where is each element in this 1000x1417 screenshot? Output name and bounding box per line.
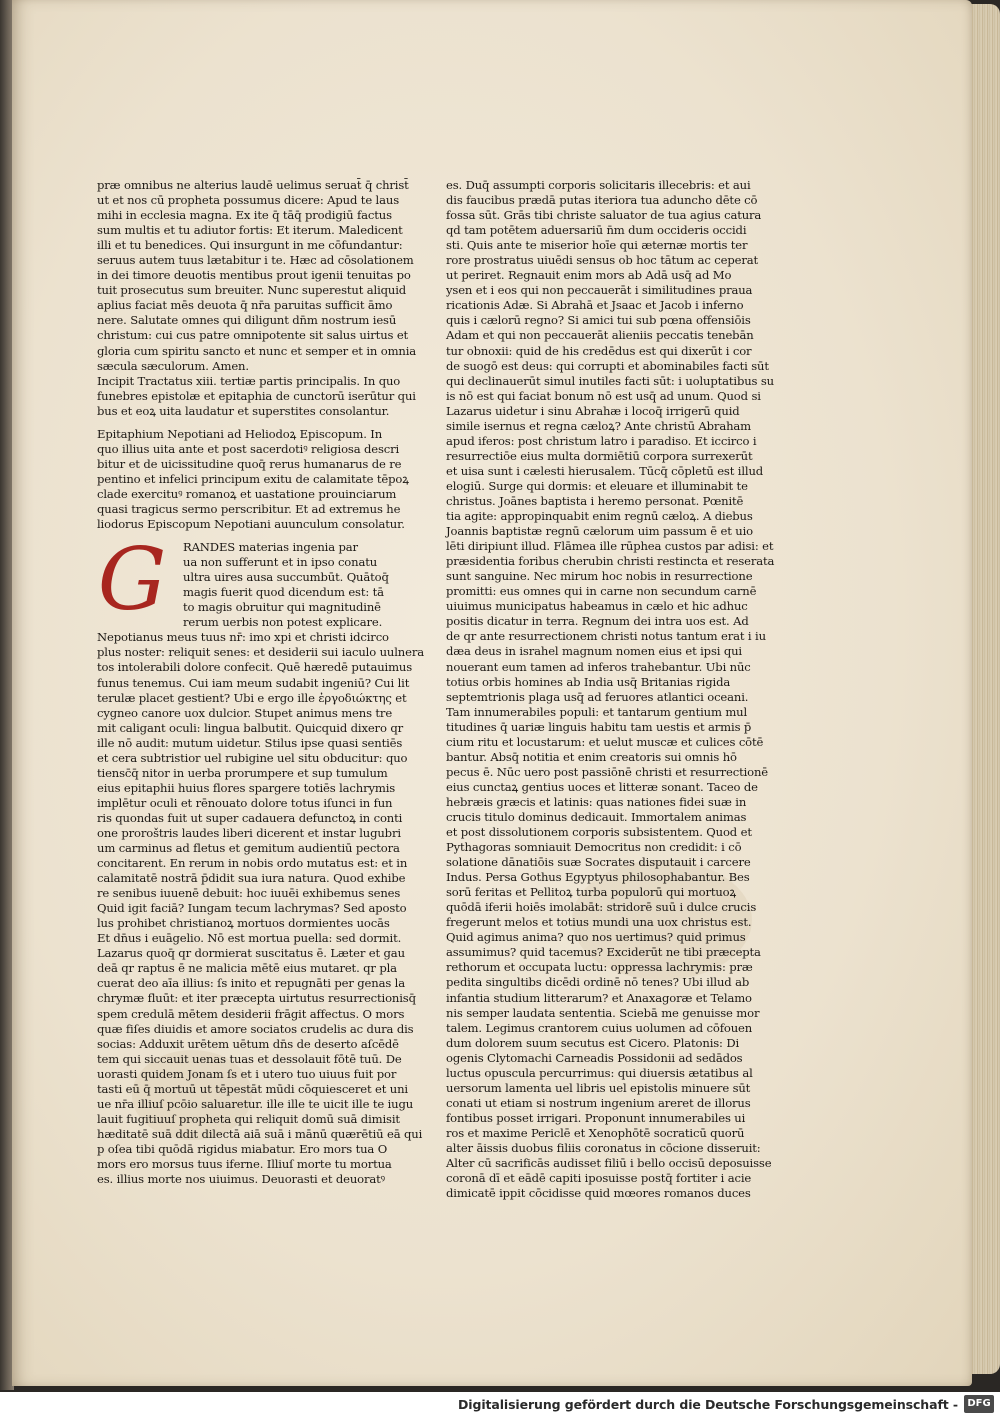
text-line: Indus. Persa Gothus Egyptyus philosophabantur. Bes	[446, 870, 750, 885]
text-line: seruus autem tuus lætabitur i te. Hæc ad cōsolationem	[97, 253, 414, 268]
text-line: quōdā iferii hoiēs imolabāt: stridorē suū i dulce crucis	[446, 900, 757, 915]
text-line: cygneo canore uox dulcior. Stupet animus mens tre	[97, 705, 393, 720]
text-line: qd tam potētem aduersariū n̄m dum occideris occidi	[446, 223, 747, 238]
text-line: es. illius morte nos uiuimus. Deuorasti et deuoratꝰ	[97, 1172, 385, 1187]
text-line: ut et nos cū propheta possumus dicere: Apud te laus	[97, 193, 399, 208]
text-line: funebres epistolæ et epitaphia de cunctorū iserūtur qui	[97, 388, 416, 403]
right-text-column	[446, 178, 775, 1201]
text-line: um carminus ad fletus et gemitum audientiū pectora	[97, 841, 400, 856]
text-line: ille nō audit: mutum uidetur. Stilus ipse quasi sentiēs	[97, 735, 403, 750]
text-line: Alter cū sacrificās audisset filiū i bello occisū deposuisse	[446, 1156, 772, 1171]
funding-credit: Digitalisierung gefördert durch die Deutsche Forschungsgemeinschaft -	[458, 1397, 958, 1412]
text-line: mors ero morsus tuus iferne. Illiuſ morte tu mortua	[97, 1157, 392, 1171]
text-line: Pythagoras somniauit Democritus non credidit: i cō	[446, 840, 742, 855]
text-line: quasi tragicus sermo perscribitur. Et ad extremus he	[97, 501, 401, 516]
text-line: septemtrionis plaga usq̄ ad feruores atlantici oceani.	[446, 689, 749, 704]
epitaph-heading	[97, 426, 409, 532]
text-line: tos intolerabili dolore confecit. Quē hæredē putauimus	[97, 660, 413, 675]
text-line: Et dn̄us i euāgelio. Nō est mortua puella: sed dormit.	[97, 931, 402, 946]
text-line: sæcula sæculorum. Amen.	[97, 358, 249, 373]
text-line: plus noster: reliquit senes: et desiderii sui iaculo uulnera	[97, 645, 424, 660]
text-line: bantur. Absq̄ notitia et enim creatoris sui omnis hō	[446, 749, 737, 764]
text-line: hebræis græcis et latinis: quas nationes fidei suæ in	[446, 794, 747, 809]
text-line: ogenis Clytomachi Carneadis Possidonii ad sedādos	[446, 1050, 743, 1065]
closing-paragraph	[97, 178, 417, 419]
text-line: infantia studium litterarum? et Anaxagoræ et Telamo	[446, 990, 752, 1005]
text-line: sunt sanguine. Nec mirum hoc nobis in resurrectione	[446, 569, 753, 584]
text-line: lēti diripiunt illud. Flāmea ille rūphea custos par adisi: et	[446, 539, 774, 554]
text-line: præ omnibus ne alterius laudē uelimus seruat̄ q̄ christ̄	[97, 178, 409, 192]
opening-paragraph	[97, 530, 389, 631]
text-line: Adam et qui non peccauerāt alieniis peccatis tenebān	[446, 328, 754, 343]
text-line: dæa deus in israhel magnum nomen eius et ipsi qui	[446, 644, 742, 659]
text-line: Lazarus quoq̄ qr dormierat suscitatus ē. Læter et gau	[97, 946, 405, 961]
text-line: alter āissis duobus filiis coronatus in cōcione disseruit:	[446, 1141, 761, 1155]
text-line: socias: Adduxit urētem uētum dn̄s de deserto aſcēdē	[97, 1036, 399, 1051]
text-line: et cera subtristior uel rubigine uel situ obducitur: quo	[97, 750, 408, 765]
text-line: ris quondas fuit ut super cadauera defunctoꝝ in conti	[97, 810, 403, 825]
text-line: quis i cælorū regno? Si amici tui sub pœna offensiōis	[446, 313, 751, 328]
text-line: et post dissolutionem corporis subsistentem. Quod et	[446, 825, 752, 840]
text-line: uorasti quidem Jonam ſs et i utero tuo uiuus fuit por	[97, 1066, 397, 1081]
text-line: bus et eoꝝ uita laudatur et superstites consolantur.	[97, 403, 390, 418]
text-line: eius cunctaꝝ gentius uoces et litteræ sonant. Taceo de	[446, 779, 758, 794]
text-line: Quid igit faciā? Iungam tecum lachrymas? Sed aposto	[97, 901, 407, 916]
text-line: ua non sufferunt et in ipso conatu	[183, 555, 378, 570]
text-line: is nō est qui faciat bonum nō est usq̄ ad unum. Quod si	[446, 388, 761, 403]
text-line: talem. Legimus crantorem cuius uolumen ad cōfouen	[446, 1020, 753, 1035]
text-line: simile isernus et regna cæloꝝ? Ante christū Abraham	[446, 418, 752, 433]
text-line: quo illius uita ante et post sacerdotiꝰ religiosa descri	[97, 441, 400, 456]
dfg-logo: DFG	[964, 1395, 994, 1413]
text-line: cium ritu et locustarum: et uelut muscæ et culices cōtē	[446, 734, 764, 749]
text-line: Joannis baptistæ regnū cælorum uim passum ē et uio	[446, 524, 753, 539]
text-line: es. Duq̄ assumpti corporis solicitaris illecebris: et aui	[446, 178, 751, 192]
text-line: pentino et infelici principum exitu de calamitate tēpoꝝ	[97, 471, 409, 486]
text-line: resurrectiōe eius multa dormiētiū corpora surrexerūt	[446, 448, 753, 463]
text-line: clade exercituꝰ romanoꝝ et uastatione prouinciarum	[97, 486, 397, 501]
text-line: totius orbis homines ab India usq̄ Britanias rigida	[446, 674, 731, 689]
text-line: rore prostratus uiuēdi sensus ob hoc tātum ac ceperat	[446, 253, 759, 268]
text-line: concitarent. En rerum in nobis ordo mutatus est: et in	[97, 856, 408, 871]
text-line: conati ut etiam si nostrum ingenium areret de illorus	[446, 1095, 751, 1110]
text-line: ricationis Adæ. Si Abrahā et Jsaac et Jacob i inferno	[446, 298, 744, 313]
text-line: fregerunt melos et totius mundi una uox christus est.	[446, 915, 752, 930]
text-line: spem credulā mētem desiderii frāgit affectus. O mors	[97, 1006, 405, 1021]
text-line: fontibus posset irrigari. Proponunt innumerabiles ui	[446, 1110, 746, 1125]
text-line: rerum uerbis non potest explicare.	[183, 615, 383, 630]
text-line: bitur et de uicissitudine quoq̄ rerus humanarus de re	[97, 456, 402, 471]
text-line: lauit fugitiuuſ propheta qui reliquit domū suā dimisit	[97, 1111, 400, 1126]
rubricated-initial: G	[97, 530, 167, 631]
text-line: nere. Salutate omnes qui diligunt dn̄m nostrum iesū	[97, 313, 397, 328]
text-line: elogiū. Surge qui dormis: et eleuare et illuminabit te	[446, 478, 748, 493]
text-line: mihi in ecclesia magna. Ex ite q̄ tāq̄ prodigiū factus	[97, 208, 392, 223]
text-line: quæ fiſes diuidis et amore sociatos crudelis ac dura dis	[97, 1021, 414, 1036]
text-line: præsidentia foribus cherubin christi restincta et reserata	[446, 554, 775, 569]
text-line: sti. Quis ante te miserior hoīe qui æternæ mortis ter	[446, 238, 748, 253]
text-line: eius epitaphii huius flores spargere totiēs lachrymis	[97, 780, 396, 795]
text-line: implētur oculi et rēnouato dolore totus iſunci in fun	[97, 795, 393, 810]
text-line: hæditatē suā ddit dilectā aiā suā i mānū quærētiū eā qui	[97, 1126, 423, 1141]
text-line: nouerant eum tamen ad inferos trahebantur. Ubi nūc	[446, 659, 751, 674]
body-text	[446, 178, 775, 1201]
text-line: dimicatē ippit cōcidisse quid mœores romanos duces	[446, 1186, 751, 1201]
text-line: uersorum lamenta uel libris uel epistolis minuere sūt	[446, 1080, 751, 1095]
text-line: apud iferos: post christum latro i paradiso. Et iccirco i	[446, 433, 757, 448]
text-line: sorū feritas et Pellitoꝝ turba populorū qui mortuoꝝ	[446, 885, 737, 900]
text-line: dum dolorem suum secutus est Cicero. Platonis: Di	[446, 1035, 740, 1050]
text-line: crucis titulo dominus dedicauit. Immortalem animas	[446, 809, 747, 824]
text-line: re senibus iuuenē debuit: hoc iuuēi exhibemus senes	[97, 886, 401, 901]
footer-bar	[0, 1392, 1000, 1417]
left-text-column	[97, 178, 424, 1187]
text-line: tiensc̄q̄ nitor in uerba prorumpere et sup tumulum	[97, 765, 388, 780]
text-line: in dei timore deuotis mentibus prout igenii tenuitas po	[97, 268, 411, 283]
text-line: pedita singultibs dicēdi ordinē nō tenes? Ubi illud ab	[446, 975, 750, 990]
body-text	[97, 630, 424, 1187]
text-line: cuerat deo aīa illius: ſs inito et repugnāti per genas la	[97, 976, 405, 991]
text-line: lus prohibet christianoꝝ mortuos dormientes uocās	[97, 916, 390, 931]
text-line: p oſea tibi quōdā rigidus miabatur. Ero mors tua O	[97, 1141, 388, 1156]
text-line: ut periret. Regnauit enim mors ab Adā usq̄ ad Mo	[446, 268, 732, 283]
text-line: tasti eū q̄ mortuū ut tēpestāt mūdi cōquiesceret et uni	[97, 1081, 408, 1096]
text-line: tur obnoxii: quid de his credēdus est qui dixerūt i cor	[446, 343, 752, 358]
text-line: mit caligant oculi: lingua balbutit. Quicquid dixero qr	[97, 720, 403, 735]
text-line: de suogō est deus: qui corrupti et abominabiles facti sūt	[446, 358, 769, 373]
text-line: one proroštris laudes liberi dicerent et instar lugubri	[97, 825, 401, 840]
text-line: titudines q̄ uariæ linguis habitu tam uestis et armis p̄	[446, 719, 752, 734]
text-line: luctus opuscula percurrimus: qui diuersis ætatibus al	[446, 1065, 753, 1080]
text-line: uiuimus municipatus habeamus in cælo et hic adhuc	[446, 599, 748, 614]
text-line: pecus ē. Nūc uero post passiōnē christi et resurrectionē	[446, 764, 769, 779]
text-line: christus. Joānes baptista i heremo personat. Pœnitē	[446, 493, 744, 508]
text-line: ultra uires ausa succumbūt. Quātoq̄	[183, 570, 389, 585]
text-line: tem qui siccauit uenas tuas et dessolauit fōtē tuū. De	[97, 1051, 402, 1066]
text-line: illi et tu benedices. Qui insurgunt in me cōfundantur:	[97, 238, 403, 253]
text-line: solatione dānatiōis suæ Socrates disputauit i carcere	[446, 855, 751, 870]
text-line: de qr ante resurrectionem christi notus tantum erat i iu	[446, 629, 766, 644]
text-line: tia agite: appropinquabit enim regnū cæloꝝ. A diebus	[446, 509, 753, 524]
text-line: promitti: eus omnes qui in carne non secundum carnē	[446, 584, 757, 599]
text-line: ros et maxime Periclē et Xenophōtē socraticū quorū	[446, 1125, 745, 1140]
text-line: magis fuerit quod dicendum est: tā	[183, 585, 384, 600]
text-line: et uisa sunt i cælesti hierusalem. Tūcq̄ cōpletū est illud	[446, 463, 764, 478]
text-line: nis semper laudata sententia. Sciebā me genuisse mor	[446, 1005, 760, 1020]
text-line: Quid agimus anima? quo nos uertimus? quid primus	[446, 930, 746, 945]
text-line: to magis obruitur qui magnitudinē	[183, 600, 381, 615]
text-line: christum: cui cus patre omnipotente sit salus uirtus et	[97, 328, 409, 343]
text-line: Lazarus uidetur i sinu Abrahæ i locoq̄ irrigerū quid	[446, 403, 740, 418]
text-line: calamitatē nostrā p̄didit sua iura natura. Quod exhibe	[97, 871, 406, 886]
text-line: coronā dī et eādē capiti iposuisse postq̄ fortiter i acie	[446, 1171, 752, 1186]
text-line: terulæ placet gestient? Ubi e ergo ille ἐργοδιώκτης et	[97, 690, 407, 705]
text-line: liodorus Episcopum Nepotiani auunculum consolatur.	[97, 517, 405, 532]
text-line: qui declinauerūt simul inutiles facti sūt: i uoluptatibus su	[446, 373, 774, 388]
text-line: tuit prosecutus sum breuiter. Nunc superestut aliquid	[97, 283, 407, 298]
text-line: assumimus? quid tacemus? Exciderūt ne tibi præcepta	[446, 945, 761, 960]
text-line: funus tenemus. Cui iam meum sudabit ingeniū? Cui lit	[97, 675, 410, 690]
text-line: ysen et i eos qui non peccauerāt i similitudines praua	[446, 283, 753, 298]
text-line: ue nr̄a illiuſ pcōio saluaretur. ille ille te uicit ille te iugu	[97, 1096, 414, 1111]
text-line: sum multis et tu adiutor fortis: Et iterum. Maledicent	[97, 223, 403, 238]
text-line: positis dicatur in terra. Regnum dei intra uos est. Ad	[446, 614, 749, 629]
text-line: aplius faciat mēs deuota q̄ nr̄a paruitas sufficit āmo	[97, 298, 393, 313]
paragraph-gap	[97, 419, 375, 427]
text-line: Nepotianus meus tuus nr̄: imo xpi et christi idcirco	[97, 630, 389, 645]
text-line: fossa sūt. Grās tibi christe saluator de tua agius catura	[446, 208, 762, 223]
text-line: rethorum et occupata luctu: oppressa lachrymis: præ	[446, 960, 753, 975]
text-line: deā qr raptus ē ne malicia mētē eius mutaret. qr pla	[97, 961, 397, 976]
text-line: chrymæ fluūt: et iter præcepta uirtutus resurrectionisq̄	[97, 991, 416, 1006]
text-line: Incipit Tractatus xiii. tertiæ partis principalis. In quo	[97, 373, 401, 388]
text-line: Tam innumerabiles populi: et tantarum gentium mul	[446, 704, 748, 719]
text-line: Epitaphium Nepotiani ad Heliodoꝝ Episcopum. In	[97, 426, 383, 441]
text-line: gloria cum spiritu sancto et nunc et semper et in omnia	[97, 343, 417, 358]
text-line: RANDES materias ingenia par	[183, 540, 358, 555]
text-line: dis faucibus prædā putas iteriora tua aduncho dēte cō	[446, 193, 758, 208]
